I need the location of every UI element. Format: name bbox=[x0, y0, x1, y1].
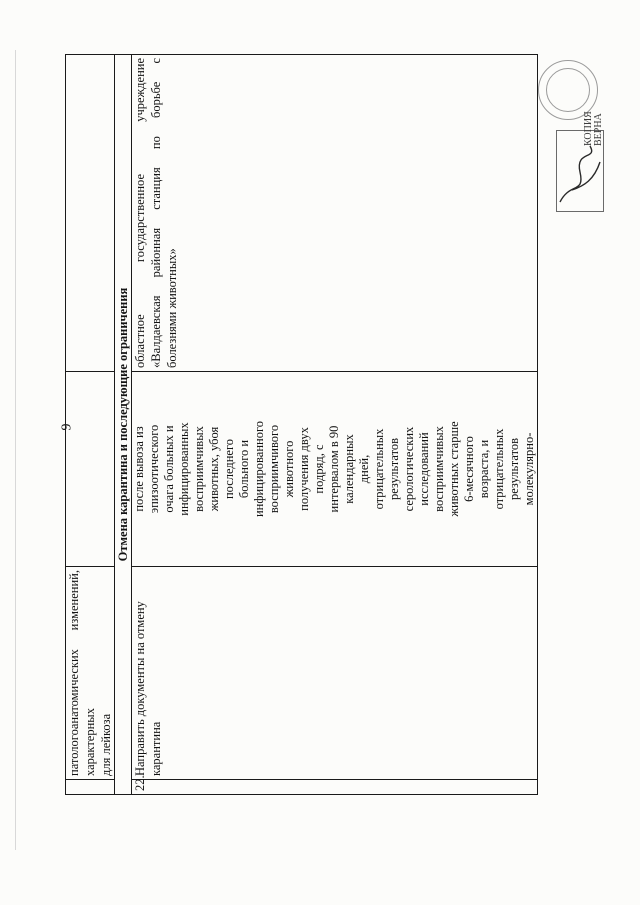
executor-line: областное государственное учреждение bbox=[133, 58, 147, 368]
term-line: инфицированных bbox=[177, 422, 191, 516]
action-cell bbox=[132, 567, 538, 780]
table-row bbox=[132, 55, 538, 795]
term-line: последнего bbox=[222, 438, 236, 500]
term-line: эпизоотического bbox=[147, 424, 161, 514]
action-line: для лейкоза bbox=[99, 713, 113, 776]
term-line: результатов bbox=[507, 437, 521, 501]
term-line: инфицированного bbox=[252, 420, 266, 518]
executor-cell bbox=[66, 55, 115, 372]
term-line: отрицательных bbox=[372, 428, 386, 510]
term-cell bbox=[132, 372, 538, 567]
term-line: больного и bbox=[237, 439, 251, 499]
term-line: подряд, с bbox=[312, 444, 326, 494]
term-line: после вывоза из bbox=[132, 426, 146, 512]
stamp-line: КОПИЯ bbox=[583, 111, 594, 146]
term-line: 6-месячного bbox=[462, 436, 476, 502]
term-line: результатов bbox=[387, 437, 401, 501]
page-edge-line bbox=[15, 50, 16, 850]
term-line: получения двух bbox=[297, 427, 311, 511]
term-line: дней, bbox=[357, 454, 371, 484]
section-row bbox=[115, 55, 132, 795]
term-line: календарных bbox=[342, 434, 356, 504]
term-line: восприимчивых bbox=[432, 426, 446, 512]
term-line: животных старше bbox=[447, 421, 461, 517]
term-line: животного bbox=[282, 440, 296, 498]
table-row bbox=[66, 55, 115, 795]
stamp-text bbox=[584, 26, 604, 146]
signature-icon bbox=[550, 132, 610, 212]
executor-line: болезнями животных» bbox=[165, 248, 179, 368]
term-line: молекулярно- bbox=[522, 432, 536, 506]
term-line: отрицательных bbox=[492, 428, 506, 510]
executor-line: «Валдаевская районная станция по борьбе с bbox=[149, 58, 163, 368]
measures-table bbox=[65, 54, 538, 795]
page-number: 9 bbox=[59, 423, 75, 431]
stamp-line: ВЕРНА bbox=[593, 113, 604, 146]
term-line: серологических bbox=[402, 426, 416, 512]
executor-cell bbox=[132, 55, 538, 372]
term-cell bbox=[66, 372, 115, 567]
row-number-cell bbox=[66, 780, 115, 795]
term-line: очага больных и bbox=[162, 425, 176, 513]
term-line: исследований bbox=[417, 432, 431, 506]
section-heading: Отмена карантина и последующие ограничения bbox=[115, 55, 132, 795]
action-line: Направить документы на отмену карантина bbox=[133, 601, 163, 776]
action-line: патологоанатомических изменений, характерных bbox=[67, 570, 97, 776]
term-line: восприимчивого bbox=[267, 424, 281, 514]
term-line: интервалом в 90 bbox=[327, 425, 341, 513]
stamp-area bbox=[548, 60, 608, 210]
action-cell bbox=[66, 567, 115, 780]
term-line: возраста, и bbox=[477, 439, 491, 499]
term-line: восприимчивых bbox=[192, 426, 206, 512]
term-line: животных, убоя bbox=[207, 426, 221, 512]
row-number-cell: 22. bbox=[132, 780, 538, 795]
